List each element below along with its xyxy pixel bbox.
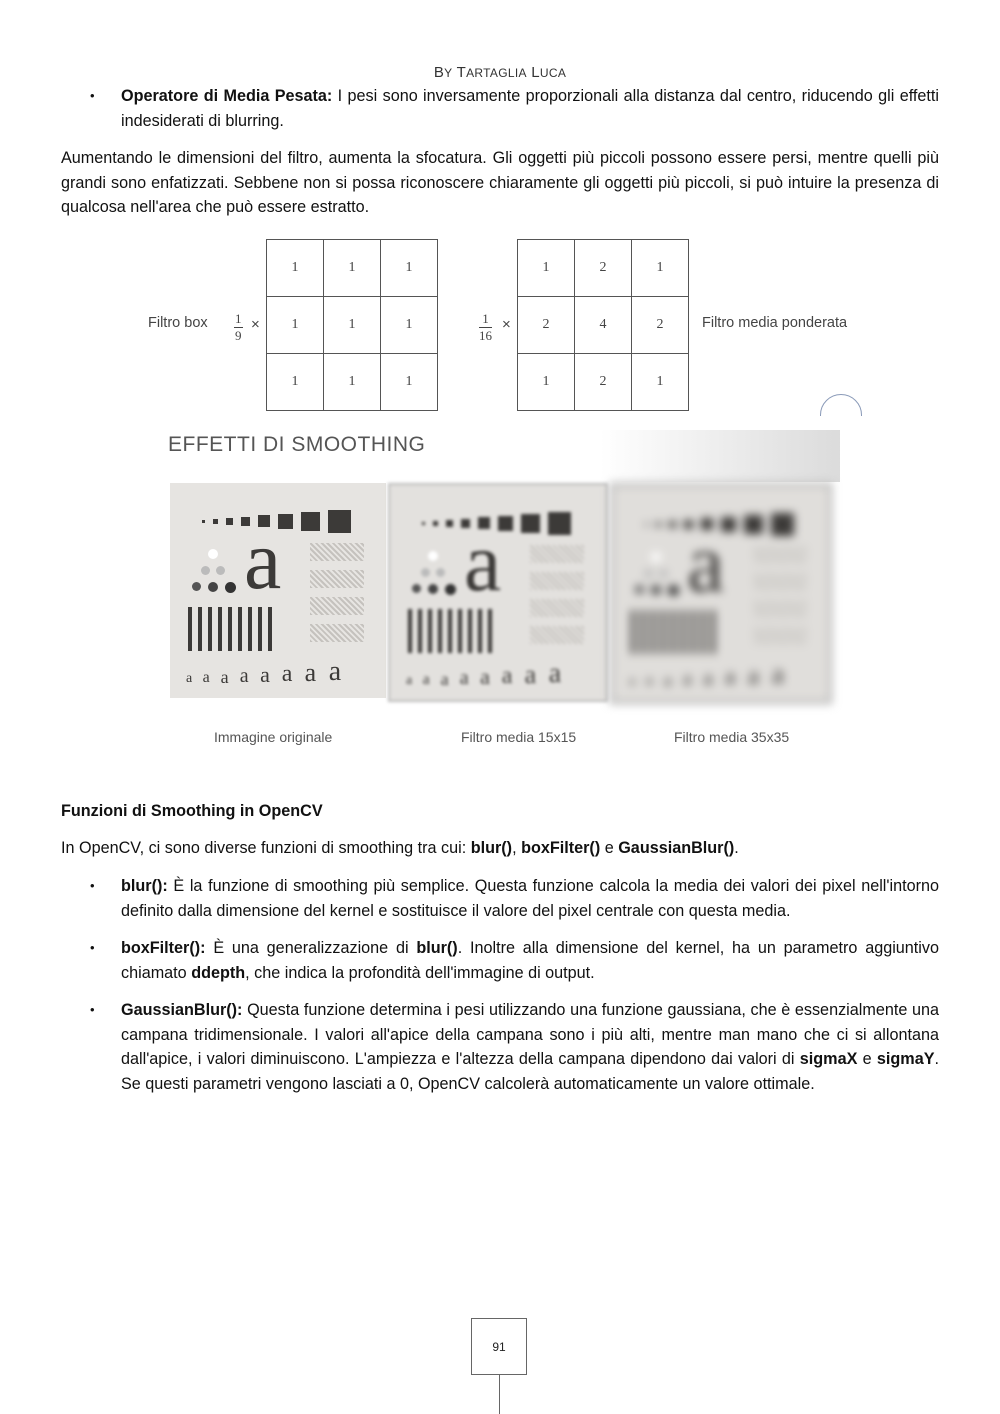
test-bar bbox=[248, 607, 252, 651]
test-dot bbox=[428, 551, 438, 561]
blur-35-panel bbox=[610, 483, 832, 704]
test-dot bbox=[421, 568, 430, 577]
test-bar bbox=[631, 610, 635, 654]
test-bar bbox=[258, 607, 262, 651]
test-small-letter: a bbox=[724, 664, 736, 690]
matrix-cell: 1 bbox=[381, 240, 438, 297]
weighted-filter-matrix bbox=[517, 239, 689, 411]
test-small-letter: a bbox=[328, 656, 342, 687]
test-square bbox=[202, 520, 205, 523]
test-small-letter: a bbox=[747, 661, 760, 690]
test-small-letter: a bbox=[524, 660, 537, 689]
header-surname-rest: ARTAGLIA bbox=[466, 66, 527, 80]
test-dot bbox=[651, 552, 661, 562]
function-name: blur() bbox=[470, 839, 513, 857]
test-dot bbox=[635, 585, 644, 594]
test-dot bbox=[216, 566, 225, 575]
test-dot bbox=[225, 582, 236, 593]
paragraph-intro: Aumentando le dimensioni del filtro, aumenta la sfocatura. Gli oggetti più piccoli possono essere persi, mentre quelli più grandi sono enfatizzati. Sebbene non si possa riconoscere chiaramente gli oggetti più piccoli, si può intuire la presenza di qualcosa nell'area che può essere estratto. bbox=[61, 149, 939, 216]
matrix-cell: 1 bbox=[632, 354, 689, 411]
caption-blur-35: Filtro media 35x35 bbox=[674, 729, 790, 745]
test-dot bbox=[208, 549, 218, 559]
test-bar bbox=[208, 607, 212, 651]
noise-block bbox=[310, 543, 364, 561]
test-bar bbox=[488, 609, 492, 653]
weighted-filter-label: Filtro media ponderata bbox=[702, 315, 848, 331]
bullet-gaussianblur bbox=[121, 998, 939, 1096]
test-bar bbox=[198, 607, 202, 651]
text: e bbox=[600, 839, 619, 857]
test-small-letter: a bbox=[202, 669, 210, 686]
bullet-marker: • bbox=[90, 878, 95, 893]
matrix-cell: 1 bbox=[267, 297, 324, 354]
noise-block bbox=[753, 546, 807, 564]
test-dot bbox=[445, 584, 456, 595]
test-bar bbox=[228, 607, 232, 651]
test-dot bbox=[436, 568, 445, 577]
university-seal-icon bbox=[820, 394, 864, 416]
test-dot bbox=[428, 584, 438, 594]
test-dot bbox=[668, 585, 679, 596]
test-square bbox=[669, 521, 676, 528]
test-small-letter: a bbox=[260, 662, 270, 687]
test-dot bbox=[192, 582, 201, 591]
noise-block bbox=[753, 573, 807, 591]
matrix-cell: 1 bbox=[518, 354, 575, 411]
blur-15-panel bbox=[388, 483, 608, 702]
page-number: 91 bbox=[471, 1318, 527, 1375]
test-small-letter: a bbox=[440, 669, 449, 689]
test-square bbox=[446, 520, 453, 527]
test-small-letter: a bbox=[406, 673, 413, 688]
weighted-filter-fraction bbox=[479, 311, 492, 344]
bold-term: sigmaY bbox=[876, 1050, 935, 1068]
caption-blur-15: Filtro media 15x15 bbox=[461, 729, 577, 745]
bullet-label: GaussianBlur(): bbox=[121, 1001, 243, 1019]
test-dot bbox=[659, 569, 668, 578]
test-bar bbox=[641, 610, 645, 654]
test-small-letter: a bbox=[304, 658, 317, 687]
text: , che indica la profondità dell'immagine di output. bbox=[245, 963, 595, 982]
box-filter-label: Filtro box bbox=[148, 315, 208, 331]
header-surname-initial: T bbox=[456, 64, 467, 81]
header-name-initial: L bbox=[531, 64, 540, 81]
bullet-label: blur(): bbox=[121, 877, 168, 895]
noise-block bbox=[530, 599, 584, 617]
test-bar bbox=[478, 609, 482, 653]
test-bar bbox=[418, 609, 422, 653]
test-bar bbox=[651, 610, 655, 654]
test-small-letter: a bbox=[629, 674, 636, 689]
bold-term: sigmaX bbox=[799, 1050, 858, 1068]
noise-block bbox=[310, 597, 364, 615]
function-name: GaussianBlur() bbox=[618, 839, 735, 857]
section-title: Funzioni di Smoothing in OpenCV bbox=[61, 802, 323, 820]
test-bar bbox=[458, 609, 462, 653]
matrix-cell: 1 bbox=[324, 240, 381, 297]
test-bar bbox=[188, 607, 192, 651]
noise-block bbox=[310, 624, 364, 642]
test-small-letter: a bbox=[682, 668, 692, 690]
page-number-line bbox=[499, 1375, 500, 1414]
test-bar bbox=[661, 610, 665, 654]
noise-block bbox=[753, 600, 807, 618]
bullet-text: I pesi sono inversamente proporzionali alla distanza dal centro, riducendo gli effetti indesiderati di blurring. bbox=[121, 87, 939, 130]
noise-block bbox=[310, 570, 364, 588]
test-square bbox=[521, 514, 540, 533]
matrix-cell: 2 bbox=[575, 354, 632, 411]
times-symbol: × bbox=[502, 316, 511, 333]
figure-gradient bbox=[600, 430, 840, 482]
test-small-letter: a bbox=[422, 671, 430, 688]
test-bar bbox=[681, 610, 685, 654]
matrix-cell: 1 bbox=[267, 354, 324, 411]
times-symbol: × bbox=[251, 316, 260, 333]
original-image-panel bbox=[170, 483, 386, 698]
fraction-numerator: 1 bbox=[479, 311, 492, 328]
test-square bbox=[656, 522, 661, 527]
test-bar bbox=[218, 607, 222, 651]
header-by-initial: B bbox=[433, 64, 445, 81]
test-square bbox=[771, 513, 794, 536]
bold-term: blur() bbox=[416, 939, 458, 957]
function-name: boxFilter() bbox=[521, 839, 601, 857]
bullet-blur bbox=[121, 874, 939, 923]
header-name-rest: UCA bbox=[539, 66, 567, 80]
bullet-label: boxFilter(): bbox=[121, 939, 206, 957]
bullet-text: È la funzione di smoothing più semplice. Questa funzione calcola la media dei valori dei pixel nell'intorno definito dalla dimensione del kernel e sostituisce il valore del pixel centrale con questa media. bbox=[121, 877, 939, 920]
test-square bbox=[548, 512, 571, 535]
bullet-label: Operatore di Media Pesata: bbox=[121, 87, 333, 105]
box-filter-fraction bbox=[234, 311, 243, 344]
test-small-letter: a bbox=[480, 664, 490, 689]
test-small-letter: a bbox=[281, 661, 293, 687]
test-letter: a bbox=[464, 516, 502, 609]
matrix-cell: 2 bbox=[632, 297, 689, 354]
test-dot bbox=[412, 584, 421, 593]
noise-block bbox=[753, 627, 807, 645]
text: Questa funzione determina i pesi utilizzando una funzione gaussiana, che è essenzialmente una campana tridimensionale. I valori all'apice della campana sono i più alti, mentre man mano che ci si allontana dall'apice, i valori diminuiscono. L'ampiezza e l'altezza della campana dipendono dai valori di bbox=[121, 1001, 939, 1068]
text: , bbox=[512, 839, 522, 857]
text: . bbox=[734, 839, 739, 857]
test-bar bbox=[268, 607, 272, 651]
test-small-letter: a bbox=[239, 665, 249, 687]
bullet-marker: • bbox=[90, 940, 95, 955]
page-header bbox=[0, 64, 1000, 81]
matrix-cell: 1 bbox=[324, 354, 381, 411]
text: È una generalizzazione di bbox=[205, 939, 417, 957]
bullet-marker: • bbox=[90, 1002, 95, 1017]
test-bar bbox=[711, 610, 715, 654]
matrix-cell: 1 bbox=[518, 240, 575, 297]
test-small-letter: a bbox=[548, 658, 562, 689]
matrix-cell: 4 bbox=[575, 297, 632, 354]
noise-block bbox=[530, 626, 584, 644]
test-small-letter: a bbox=[459, 667, 469, 689]
test-bar bbox=[448, 609, 452, 653]
test-square bbox=[744, 515, 763, 534]
caption-original: Immagine originale bbox=[214, 729, 333, 745]
test-bar bbox=[468, 609, 472, 653]
test-small-letter: a bbox=[663, 670, 672, 690]
test-bar bbox=[238, 607, 242, 651]
header-by-rest: Y bbox=[444, 66, 453, 80]
test-bar bbox=[691, 610, 695, 654]
test-small-letter: a bbox=[703, 665, 713, 690]
matrix-cell: 2 bbox=[518, 297, 575, 354]
test-letter: a bbox=[244, 514, 282, 607]
text: e bbox=[857, 1050, 877, 1068]
test-bar bbox=[671, 610, 675, 654]
test-square bbox=[433, 521, 438, 526]
test-small-letter: a bbox=[771, 659, 785, 690]
bullet-boxfilter bbox=[121, 936, 939, 985]
test-dot bbox=[201, 566, 210, 575]
test-bar bbox=[408, 609, 412, 653]
paragraph-opencv bbox=[61, 836, 939, 861]
matrix-cell: 2 bbox=[575, 240, 632, 297]
smoothing-title: EFFETTI DI SMOOTHING bbox=[168, 433, 426, 456]
test-letter: a bbox=[687, 517, 725, 610]
test-square bbox=[645, 523, 648, 526]
bold-term: ddepth bbox=[191, 963, 246, 982]
test-bar bbox=[701, 610, 705, 654]
fraction-denominator: 16 bbox=[479, 328, 492, 343]
test-small-letter: a bbox=[501, 663, 513, 689]
test-square bbox=[226, 518, 233, 525]
test-bar bbox=[438, 609, 442, 653]
matrix-cell: 1 bbox=[324, 297, 381, 354]
fraction-denominator: 9 bbox=[235, 328, 242, 343]
matrix-cell: 1 bbox=[267, 240, 324, 297]
test-square bbox=[328, 510, 351, 533]
bullet-marker: • bbox=[90, 88, 95, 103]
box-filter-matrix bbox=[266, 239, 438, 411]
test-square bbox=[213, 519, 218, 524]
matrix-cell: 1 bbox=[381, 297, 438, 354]
fraction-numerator: 1 bbox=[235, 311, 242, 326]
noise-block bbox=[530, 572, 584, 590]
test-small-letter: a bbox=[645, 672, 653, 689]
noise-block bbox=[530, 545, 584, 563]
test-small-letter: a bbox=[220, 667, 229, 687]
text: . Inoltre alla dimensione del kernel, ha un parametro aggiuntivo chiamato bbox=[121, 939, 939, 982]
matrix-cell: 1 bbox=[632, 240, 689, 297]
bullet-weighted-mean bbox=[121, 84, 939, 133]
test-square bbox=[422, 522, 425, 525]
text: . Se questi parametri vengono lasciati a 0, OpenCV calcolerà automaticamente un valore ottimale. bbox=[121, 1050, 939, 1093]
matrix-cell: 1 bbox=[381, 354, 438, 411]
text: In OpenCV, ci sono diverse funzioni di smoothing tra cui: bbox=[61, 839, 471, 857]
test-small-letter: a bbox=[186, 671, 193, 686]
test-bar bbox=[428, 609, 432, 653]
test-square bbox=[301, 512, 320, 531]
test-dot bbox=[644, 569, 653, 578]
test-dot bbox=[208, 582, 218, 592]
test-dot bbox=[651, 585, 661, 595]
